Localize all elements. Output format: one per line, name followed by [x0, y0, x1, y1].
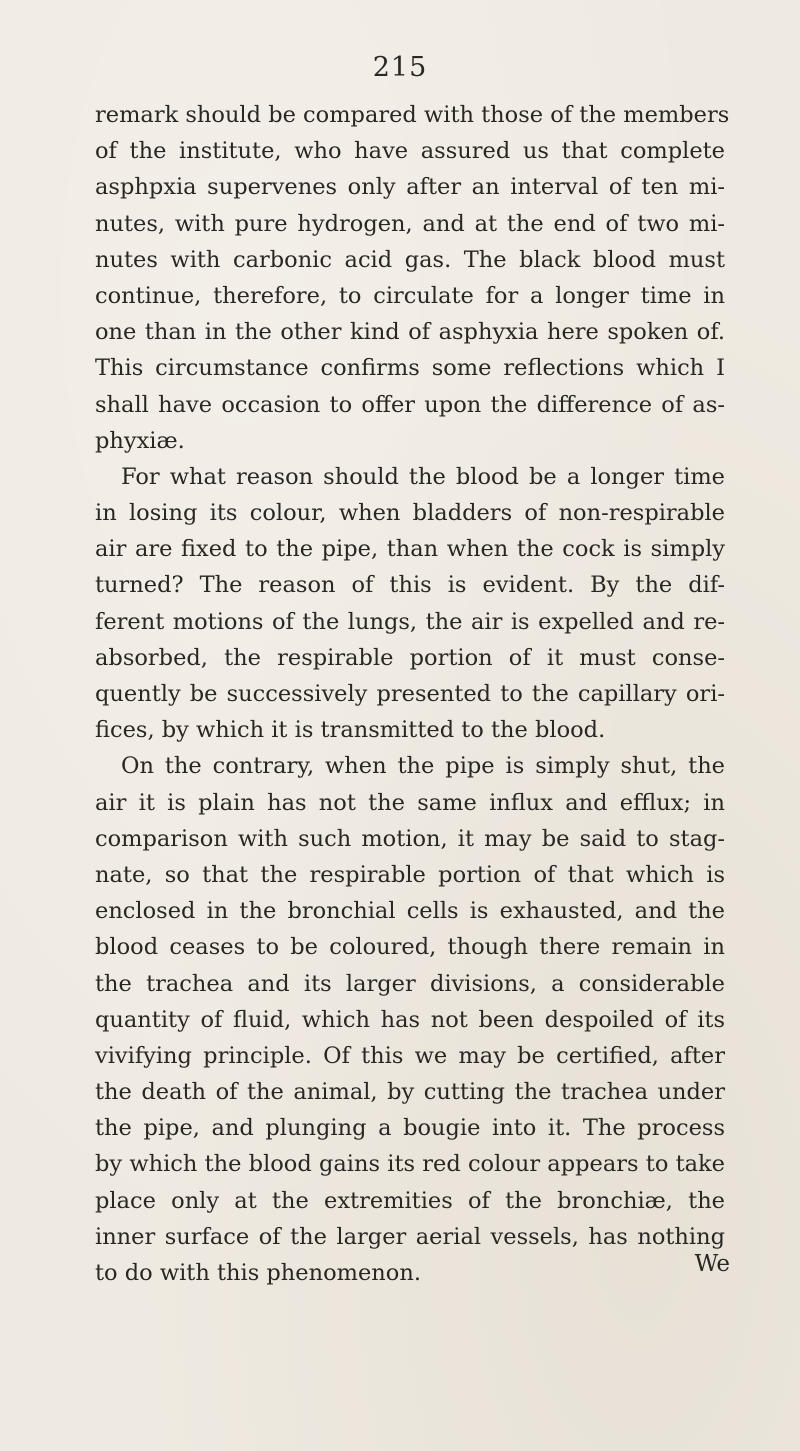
text-line: continue, therefore, to circulate for a longer time in	[95, 282, 725, 309]
text-line: quantity of fluid, which has not been despoiled of its	[95, 1006, 725, 1033]
text-line: enclosed in the bronchial cells is exhausted, and the	[95, 898, 725, 925]
text-line: This circumstance confirms some reflections which I	[95, 355, 725, 382]
text-line: one than in the other kind of asphyxia here spoken of.	[95, 319, 725, 346]
text-line: absorbed, the respirable portion of it must conse-	[95, 644, 725, 671]
paragraph-start-line: On the contrary, when the pipe is simply shut, the	[121, 753, 725, 780]
text-line: quently be successively presented to the capillary ori-	[95, 681, 725, 707]
paragraph-end-line: to do with this phenomenon.	[95, 1260, 421, 1286]
text-line: in losing its colour, when bladders of non-respirable	[95, 500, 725, 527]
text-line: turned? The reason of this is evident. By the dif-	[95, 572, 725, 599]
text-line: nutes, with pure hydrogen, and at the end of two mi-	[95, 210, 725, 237]
text-line: inner surface of the larger aerial vessels, has nothing	[95, 1223, 725, 1250]
text-line: place only at the extremities of the bronchiæ, the	[95, 1187, 725, 1214]
text-line: air are fixed to the pipe, than when the cock is simply	[95, 536, 725, 563]
text-line: nate, so that the respirable portion of that which is	[95, 861, 725, 888]
text-line: comparison with such motion, it may be said to stag-	[95, 825, 725, 852]
text-line: shall have occasion to offer upon the difference of as-	[95, 391, 725, 418]
text-line: by which the blood gains its red colour appears to take	[95, 1151, 725, 1178]
paragraph-end-line: phyxiæ.	[95, 427, 185, 454]
body-text	[95, 97, 730, 1291]
text-line: ferent motions of the lungs, the air is expelled and re-	[95, 608, 725, 635]
text-line: the death of the animal, by cutting the trachea under	[95, 1079, 725, 1106]
text-line: air it is plain has not the same influx and efflux; in	[95, 789, 725, 816]
text-line: nutes with carbonic acid gas. The black blood must	[95, 246, 725, 273]
text-line: blood ceases to be coloured, though there remain in	[95, 934, 725, 961]
page-number: 215	[372, 52, 428, 83]
text-line: of the institute, who have assured us that complete	[95, 138, 725, 165]
text-line: the trachea and its larger divisions, a considerable	[95, 970, 725, 997]
text-line: the pipe, and plunging a bougie into it. The process	[95, 1115, 725, 1142]
text-line: asphpxia supervenes only after an interval of ten mi-	[95, 174, 725, 201]
paragraph-start-line: For what reason should the blood be a longer time	[121, 463, 725, 490]
paragraph-end-line: fices, by which it is transmitted to the blood.	[95, 717, 606, 744]
text-line: vivifying principle. Of this we may be certified, after	[95, 1042, 725, 1069]
text-line: remark should be compared with those of the members	[95, 102, 730, 128]
catchword: We	[694, 1251, 730, 1277]
